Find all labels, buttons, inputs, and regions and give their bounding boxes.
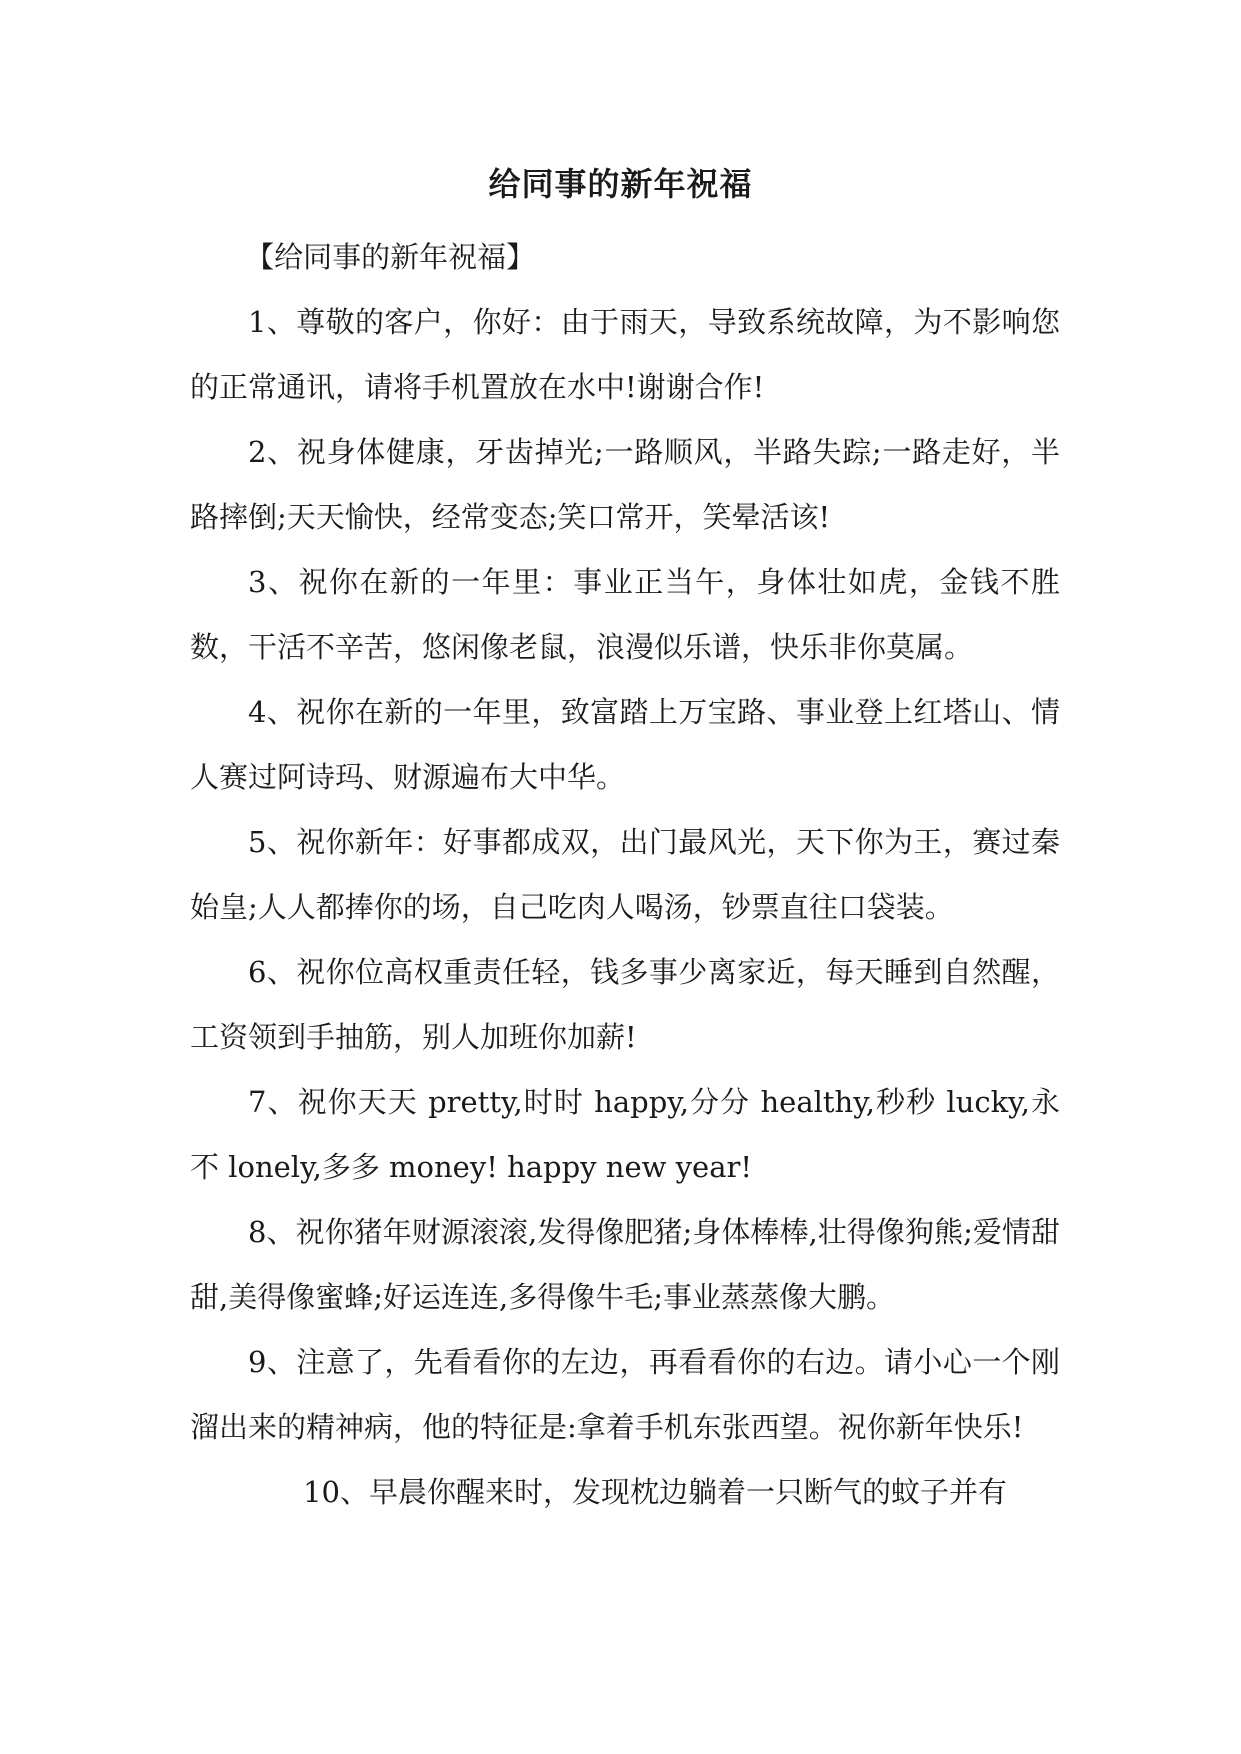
greeting-paragraph-3: 3、祝你在新的一年里：事业正当午，身体壮如虎，金钱不胜数，干活不辛苦，悠闲像老鼠，浪漫似乐谱，快乐非你莫属。 bbox=[190, 565, 1060, 664]
greeting-paragraph-1: 1、尊敬的客户，你好：由于雨天，导致系统故障，为不影响您的正常通讯，请将手机置放在水中!谢谢合作! bbox=[190, 305, 1060, 404]
greeting-paragraph-2: 2、祝身体健康，牙齿掉光;一路顺风，半路失踪;一路走好，半路摔倒;天天愉快，经常变态;笑口常开，笑晕活该! bbox=[190, 435, 1060, 534]
greeting-paragraph-8: 8、祝你猪年财源滚滚,发得像肥猪;身体棒棒,壮得像狗熊;爱情甜甜,美得像蜜蜂;好运连连,多得像牛毛;事业蒸蒸像大鹏。 bbox=[190, 1215, 1060, 1314]
greeting-paragraph-4: 4、祝你在新的一年里，致富踏上万宝路、事业登上红塔山、情人赛过阿诗玛、财源遍布大中华。 bbox=[190, 695, 1060, 794]
document-body bbox=[190, 225, 1060, 1525]
greeting-paragraph-9: 9、注意了，先看看你的左边，再看看你的右边。请小心一个刚溜出来的精神病，他的特征是:拿着手机东张西望。祝你新年快乐! bbox=[190, 1345, 1060, 1444]
document-title: 给同事的新年祝福 bbox=[488, 165, 753, 203]
greeting-paragraph-5: 5、祝你新年：好事都成双，出门最风光，天下你为王，赛过秦始皇;人人都捧你的场，自己吃肉人喝汤，钞票直往口袋装。 bbox=[190, 825, 1060, 924]
greeting-paragraph-6: 6、祝你位高权重责任轻，钱多事少离家近，每天睡到自然醒，工资领到手抽筋，别人加班你加薪! bbox=[190, 955, 1060, 1054]
greeting-paragraph-7: 7、祝你天天 pretty,时时 happy,分分 healthy,秒秒 lucky,永不 lonely,多多 money! happy new year! bbox=[190, 1085, 1060, 1184]
subtitle-paragraph: 【给同事的新年祝福】 bbox=[245, 240, 536, 274]
greeting-paragraph-10: 10、早晨你醒来时，发现枕边躺着一只断气的蚊子并有 bbox=[303, 1475, 1007, 1509]
